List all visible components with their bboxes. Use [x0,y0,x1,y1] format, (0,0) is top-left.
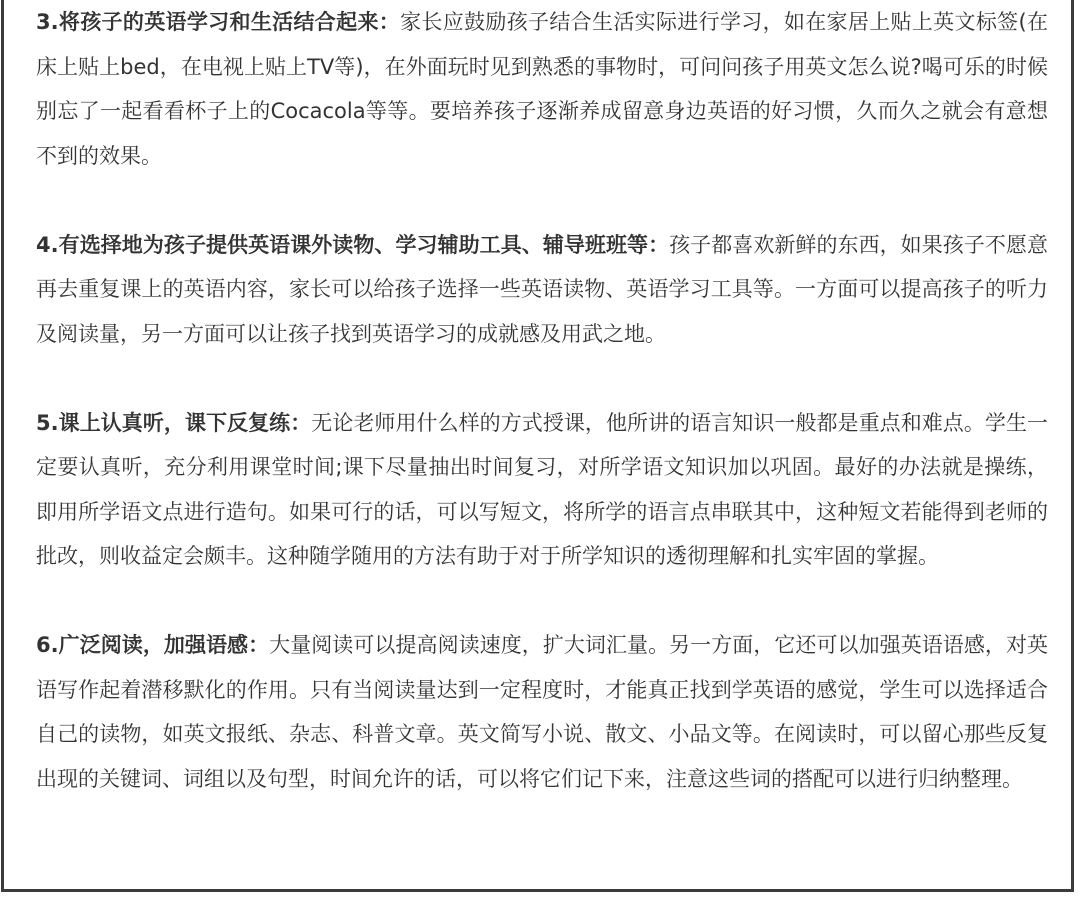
tip-heading-3: 3.将孩子的英语学习和生活结合起来： [36,10,401,34]
tip-heading-4: 4.有选择地为孩子提供英语课外读物、学习辅助工具、辅导班班等： [36,232,670,257]
tip-paragraph-5 [36,401,1048,579]
tip-heading-5: 5.课上认真听，课下反复练： [36,410,312,435]
tip-paragraph-6 [36,623,1048,801]
tip-body-3: 家长应鼓励孩子结合生活实际进行学习，如在家居上贴上英文标签(在床上贴上bed，在电视上贴上TV等)，在外面玩时见到熟悉的事物时，可问问孩子用英文怎么说?喝可乐的时候别忘了一起看看杯子上的Cocacola等等。要培养孩子逐渐养成留意身边英语的好习惯，久而久之就会有意想不到的效果。 [36,10,1048,168]
tip-paragraph-4 [36,223,1048,357]
article-content [36,0,1048,846]
tip-body-4: 孩子都喜欢新鲜的东西，如果孩子不愿意再去重复课上的英语内容，家长可以给孩子选择一些英语读物、英语学习工具等。一方面可以提高孩子的听力及阅读量，另一方面可以让孩子找到英语学习的成就感及用武之地。 [36,232,1048,346]
tip-body-5: 无论老师用什么样的方式授课，他所讲的语言知识一般都是重点和难点。学生一定要认真听，充分利用课堂时间;课下尽量抽出时间复习，对所学语文知识加以巩固。最好的办法就是操练，即用所学语文点进行造句。如果可行的话，可以写短文，将所学的语言点串联其中，这种短文若能得到老师的批改，则收益定会颇丰。这种随学随用的方法有助于对于所学知识的透彻理解和扎实牢固的掌握。 [36,410,1049,568]
tip-heading-6: 6.广泛阅读，加强语感： [36,633,270,657]
tip-body-6: 大量阅读可以提高阅读速度，扩大词汇量。另一方面，它还可以加强英语语感，对英语写作起着潜移默化的作用。只有当阅读量达到一定程度时，才能真正找到学英语的感觉，学生可以选择适合自己的读物，如英文报纸、杂志、科普文章。英文简写小说、散文、小品文等。在阅读时，可以留心那些反复出现的关键词、词组以及句型，时间允许的话，可以将它们记下来，注意这些词的搭配可以进行归纳整理。 [36,633,1048,791]
tip-paragraph-3 [36,0,1048,178]
